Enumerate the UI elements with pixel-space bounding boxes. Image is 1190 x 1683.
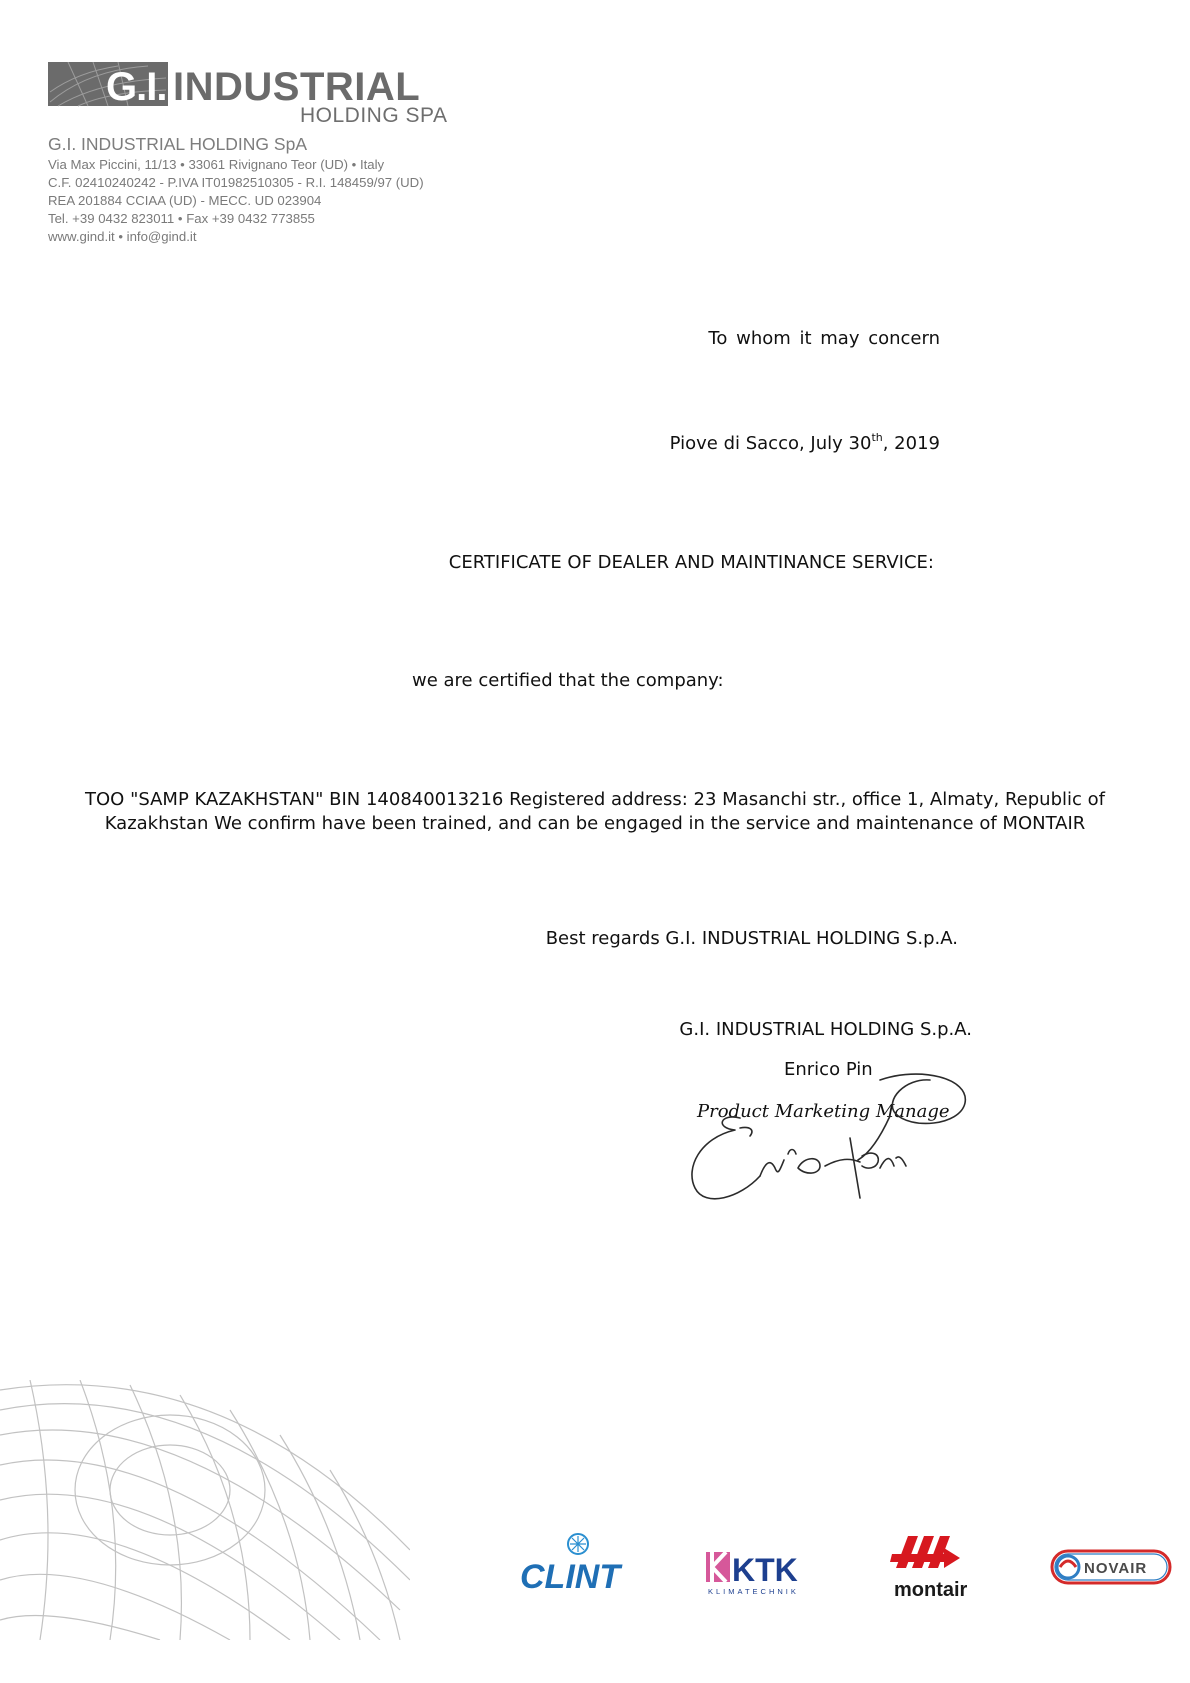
company-paragraph: TOO "SAMP KAZAKHSTAN" BIN 140840013216 Registered address: 23 Masanchi str., office 1, Almaty, Republic of Kazakhstan We confirm have been trained, and can be engaged in the service and maintenance of MONTAIR [85,789,1105,834]
clint-logo [514,1532,644,1594]
date-ordinal-suffix: th [871,431,883,444]
letterhead-address-line: Via Max Piccini, 11/13 • 33061 Rivignano Teor (UD) • Italy [48,157,385,172]
globe-watermark [0,1380,410,1640]
logo-gi-text: G.I. [106,65,167,108]
clint-wordmark: CLINT [520,1558,621,1594]
salutation: To whom it may concern [708,328,940,349]
company-logo [48,62,438,108]
signatory-company: G.I. INDUSTRIAL HOLDING S.p.A. [679,1019,972,1040]
signatory-title: Product Marketing Manage [697,1101,950,1122]
signatory-name: Enrico Pin [784,1059,873,1080]
letterhead-company-name: G.I. INDUSTRIAL HOLDING SpA [48,134,307,154]
closing-regards: Best regards G.I. INDUSTRIAL HOLDING S.p.A. [545,928,958,949]
date-year: , 2019 [882,433,940,454]
handwritten-signature [680,1058,980,1228]
logo-industrial-text: INDUSTRIAL [173,65,421,108]
certificate-title: CERTIFICATE OF DEALER AND MAINTINANCE SERVICE: [448,552,934,573]
date-prefix: Piove di Sacco, July 30 [669,433,872,454]
ktk-wordmark: KTK [732,1552,798,1588]
novair-logo [1050,1547,1172,1589]
letterhead-web-line: www.gind.it • info@gind.it [48,229,197,244]
ktk-logo [704,1548,824,1598]
logo-subtitle: HOLDING SPA [300,104,448,127]
novair-wordmark: NOVAIR [1084,1560,1148,1577]
letterhead-registry-line: REA 201884 CCIAA (UD) - MECC. UD 023904 [48,193,322,208]
letterhead-phone-line: Tel. +39 0432 823011 • Fax +39 0432 773855 [48,211,315,226]
letterhead-tax-line: C.F. 02410240242 - P.IVA IT01982510305 - R.I. 148459/97 (UD) [48,175,424,190]
montair-logo [888,1528,988,1604]
ktk-subtitle: KLIMATECHNIK [708,1587,799,1596]
certificate-intro: we are certified that the company: [412,670,724,691]
montair-wordmark: montair [894,1579,968,1601]
place-and-date [670,433,940,454]
